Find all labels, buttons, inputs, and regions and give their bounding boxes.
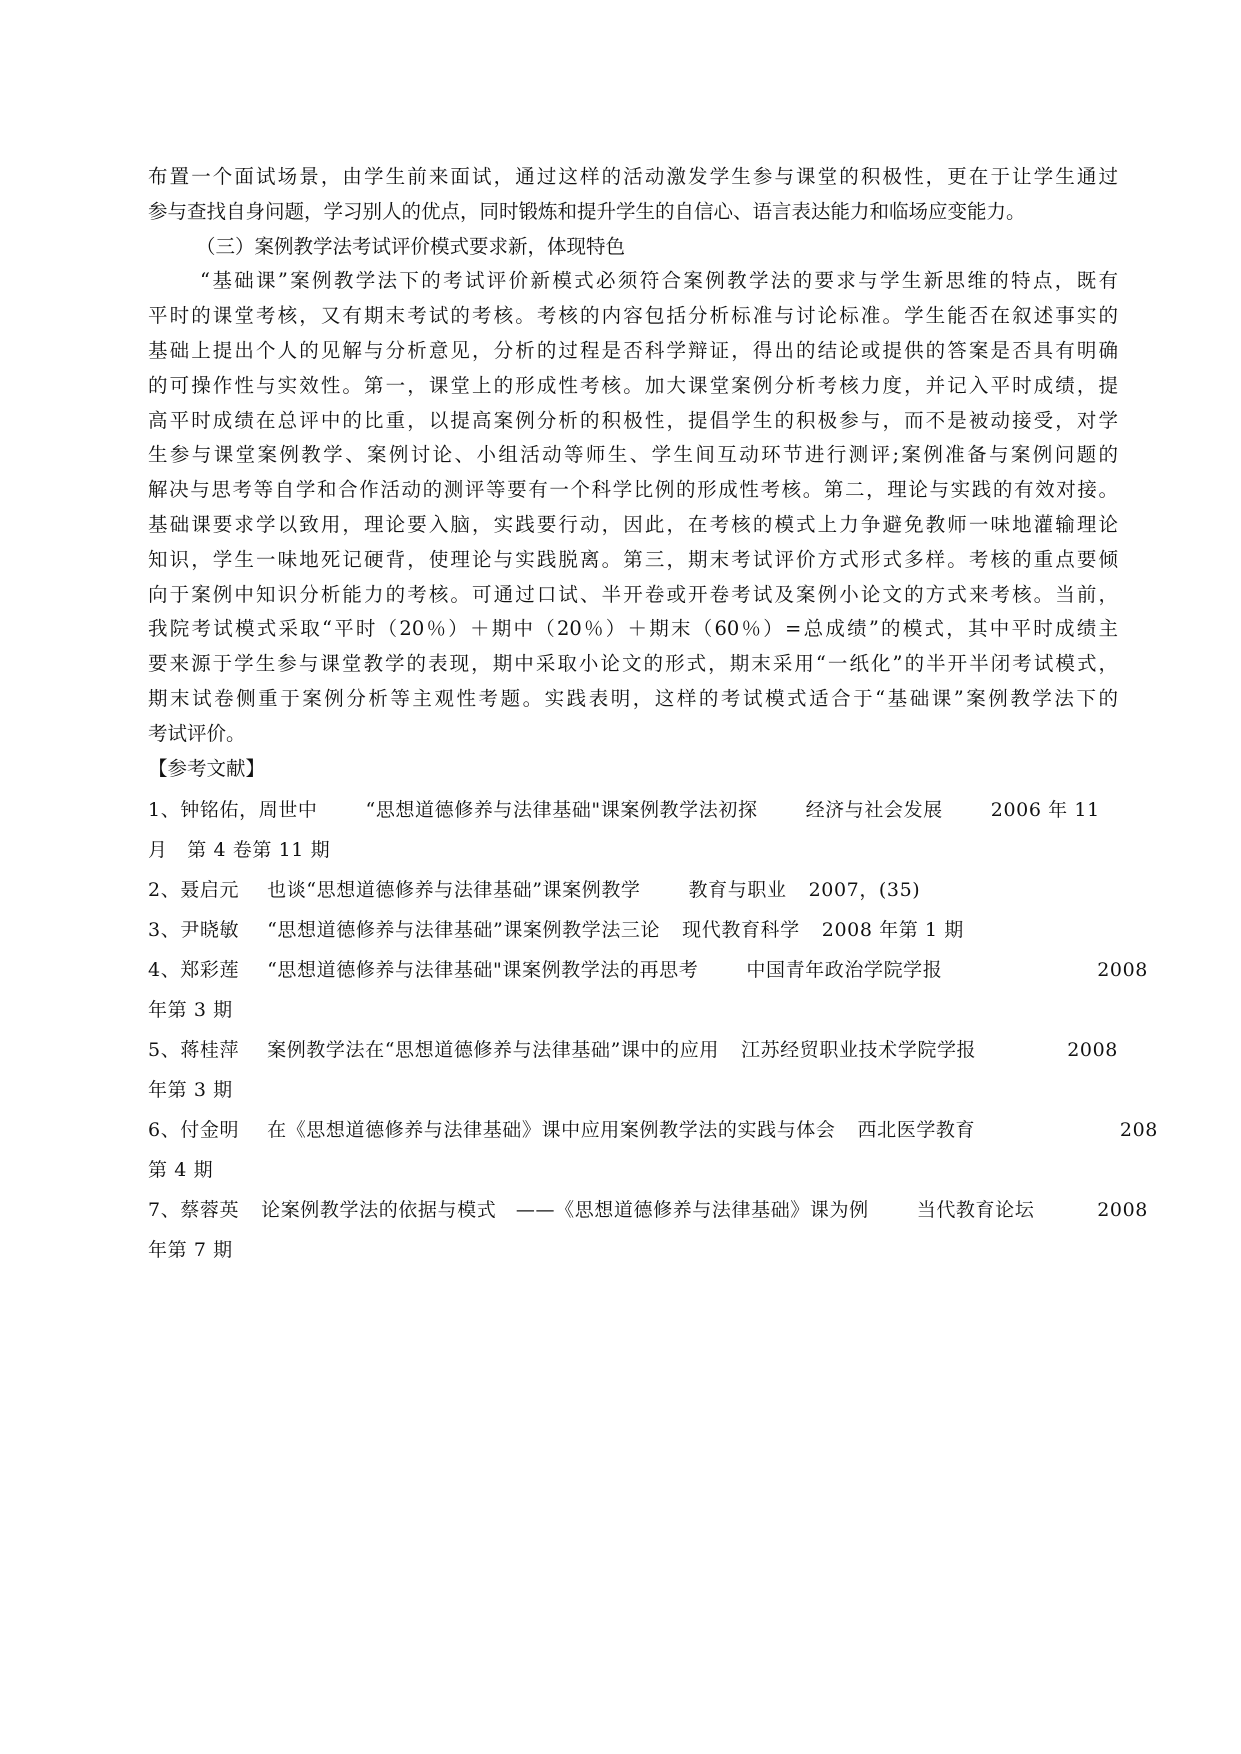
reference-continuation: 年第 3 期 xyxy=(148,999,233,1022)
body-line: 基础上提出个人的见解与分析意见，分析的过程是否科学辩证，得出的结论或提供的答案是否具有明确 xyxy=(148,338,1118,362)
reference-item xyxy=(148,950,1148,1030)
reference-source: 当代教育论坛 xyxy=(916,1199,1035,1222)
reference-date: 208 xyxy=(1119,1119,1158,1142)
reference-date: 2008 xyxy=(1067,1039,1118,1062)
reference-author: 尹晓敏 xyxy=(180,919,240,942)
reference-date: 2006 年 11 xyxy=(990,799,1100,822)
body-line: 参与查找自身问题，学习别人的优点，同时锻炼和提升学生的自信心、语言表达能力和临场应变能力。 xyxy=(148,199,1026,223)
reference-number: 5、 xyxy=(148,1039,181,1062)
reference-item xyxy=(148,1190,1148,1270)
reference-item xyxy=(148,870,1118,910)
reference-number: 3、 xyxy=(148,919,181,942)
reference-date: 2008 xyxy=(1097,1199,1148,1222)
body-line: 高平时成绩在总评中的比重，以提高案例分析的积极性，提倡学生的积极参与，而不是被动接受，对学 xyxy=(148,408,1118,432)
reference-title: 在《思想道德修养与法律基础》课中应用案例教学法的实践与体会 xyxy=(267,1119,836,1142)
reference-item xyxy=(148,1030,1118,1110)
reference-author: 蒋桂萍 xyxy=(180,1039,240,1062)
reference-source: 中国青年政治学院学报 xyxy=(746,959,943,982)
references-heading: 【参考文献】 xyxy=(148,756,266,780)
reference-number: 4、 xyxy=(148,959,181,982)
paragraph-interview xyxy=(148,160,1118,230)
reference-list xyxy=(148,790,1158,1270)
reference-source: 西北医学教育 xyxy=(857,1119,976,1142)
reference-author: 蔡蓉英 xyxy=(180,1199,240,1222)
body-line: 解决与思考等自学和合作活动的测评等要有一个科学比例的形成性考核。第二，理论与实践的有效对接。 xyxy=(148,478,1118,502)
reference-source: 现代教育科学 xyxy=(682,919,800,942)
reference-title: “思想道德修养与法律基础”课案例教学法三论 xyxy=(267,919,661,942)
reference-item xyxy=(148,1110,1158,1190)
reference-title: “思想道德修养与法律基础"课案例教学法初探 xyxy=(365,799,758,822)
reference-date: 2008 xyxy=(1097,959,1148,982)
reference-number: 7、 xyxy=(148,1199,181,1222)
body-line: 知识，学生一味地死记硬背，使理论与实践脱离。第三，期末考试评价方式形式多样。考核的重点要倾 xyxy=(148,547,1118,571)
reference-number: 1、 xyxy=(148,799,181,822)
body-line: 向于案例中知识分析能力的考核。可通过口试、半开卷或开卷考试及案例小论文的方式来考核。当前， xyxy=(148,582,1118,606)
reference-number: 2、 xyxy=(148,879,181,902)
document-page xyxy=(148,160,1158,1270)
reference-date: 2007，(35) xyxy=(808,879,921,902)
body-line: 平时的课堂考核，又有期末考试的考核。考核的内容包括分析标准与讨论标准。学生能否在叙述事实的 xyxy=(148,304,1118,328)
reference-source: 教育与职业 xyxy=(688,879,787,902)
section-heading: （三）案例教学法考试评价模式要求新，体现特色 xyxy=(196,234,626,258)
reference-title: 也谈“思想道德修养与法律基础”课案例教学 xyxy=(267,879,641,902)
reference-item xyxy=(148,910,1118,950)
body-line: 布置一个面试场景，由学生前来面试，通过这样的活动激发学生参与课堂的积极性，更在于让学生通过 xyxy=(148,165,1118,188)
reference-author: 聂启元 xyxy=(180,879,240,902)
reference-item xyxy=(148,790,1118,870)
reference-continuation: 第 4 期 xyxy=(148,1159,214,1182)
reference-author: 郑彩莲 xyxy=(180,959,240,982)
reference-continuation: 年第 7 期 xyxy=(148,1239,233,1262)
body-line: 期末试卷侧重于案例分析等主观性考题。实践表明，这样的考试模式适合于“基础课”案例教学法下的 xyxy=(148,686,1118,710)
reference-author: 钟铭佑，周世中 xyxy=(180,799,318,822)
reference-title: 论案例教学法的依据与模式 ——《思想道德修养与法律基础》课为例 xyxy=(261,1199,869,1222)
reference-continuation: 年第 3 期 xyxy=(148,1079,233,1102)
body-line: “基础课”案例教学法下的考试评价新模式必须符合案例教学法的要求与学生新思维的特点，既有 xyxy=(200,269,1118,293)
reference-number: 6、 xyxy=(148,1119,181,1142)
body-line: 要来源于学生参与课堂教学的表现，期中采取小论文的形式，期末采用“一纸化”的半开半闭考试模式， xyxy=(148,652,1118,676)
paragraph-exam-model xyxy=(148,264,1118,751)
reference-date: 2008 年第 1 期 xyxy=(821,919,964,942)
body-line: 基础课要求学以致用，理论要入脑，实践要行动，因此，在考核的模式上力争避免教师一味地灌输理论 xyxy=(148,512,1118,536)
body-line: 我院考试模式采取“平时（20％）＋期中（20％）＋期末（60％）=总成绩”的模式，其中平时成绩主 xyxy=(148,617,1118,641)
reference-source: 经济与社会发展 xyxy=(805,799,943,822)
reference-continuation: 月 第 4 卷第 11 期 xyxy=(148,839,331,862)
body-line: 考试评价。 xyxy=(148,721,246,745)
reference-source: 江苏经贸职业技术学院学报 xyxy=(740,1039,977,1062)
body-line: 生参与课堂案例教学、案例讨论、小组活动等师生、学生间互动环节进行测评;案例准备与案例问题的 xyxy=(148,443,1118,467)
reference-title: “思想道德修养与法律基础"课案例教学法的再思考 xyxy=(267,959,699,982)
body-line: 的可操作性与实效性。第一，课堂上的形成性考核。加大课堂案例分析考核力度，并记入平时成绩，提 xyxy=(148,373,1118,397)
reference-author: 付金明 xyxy=(180,1119,240,1142)
reference-title: 案例教学法在“思想道德修养与法律基础”课中的应用 xyxy=(267,1039,719,1062)
